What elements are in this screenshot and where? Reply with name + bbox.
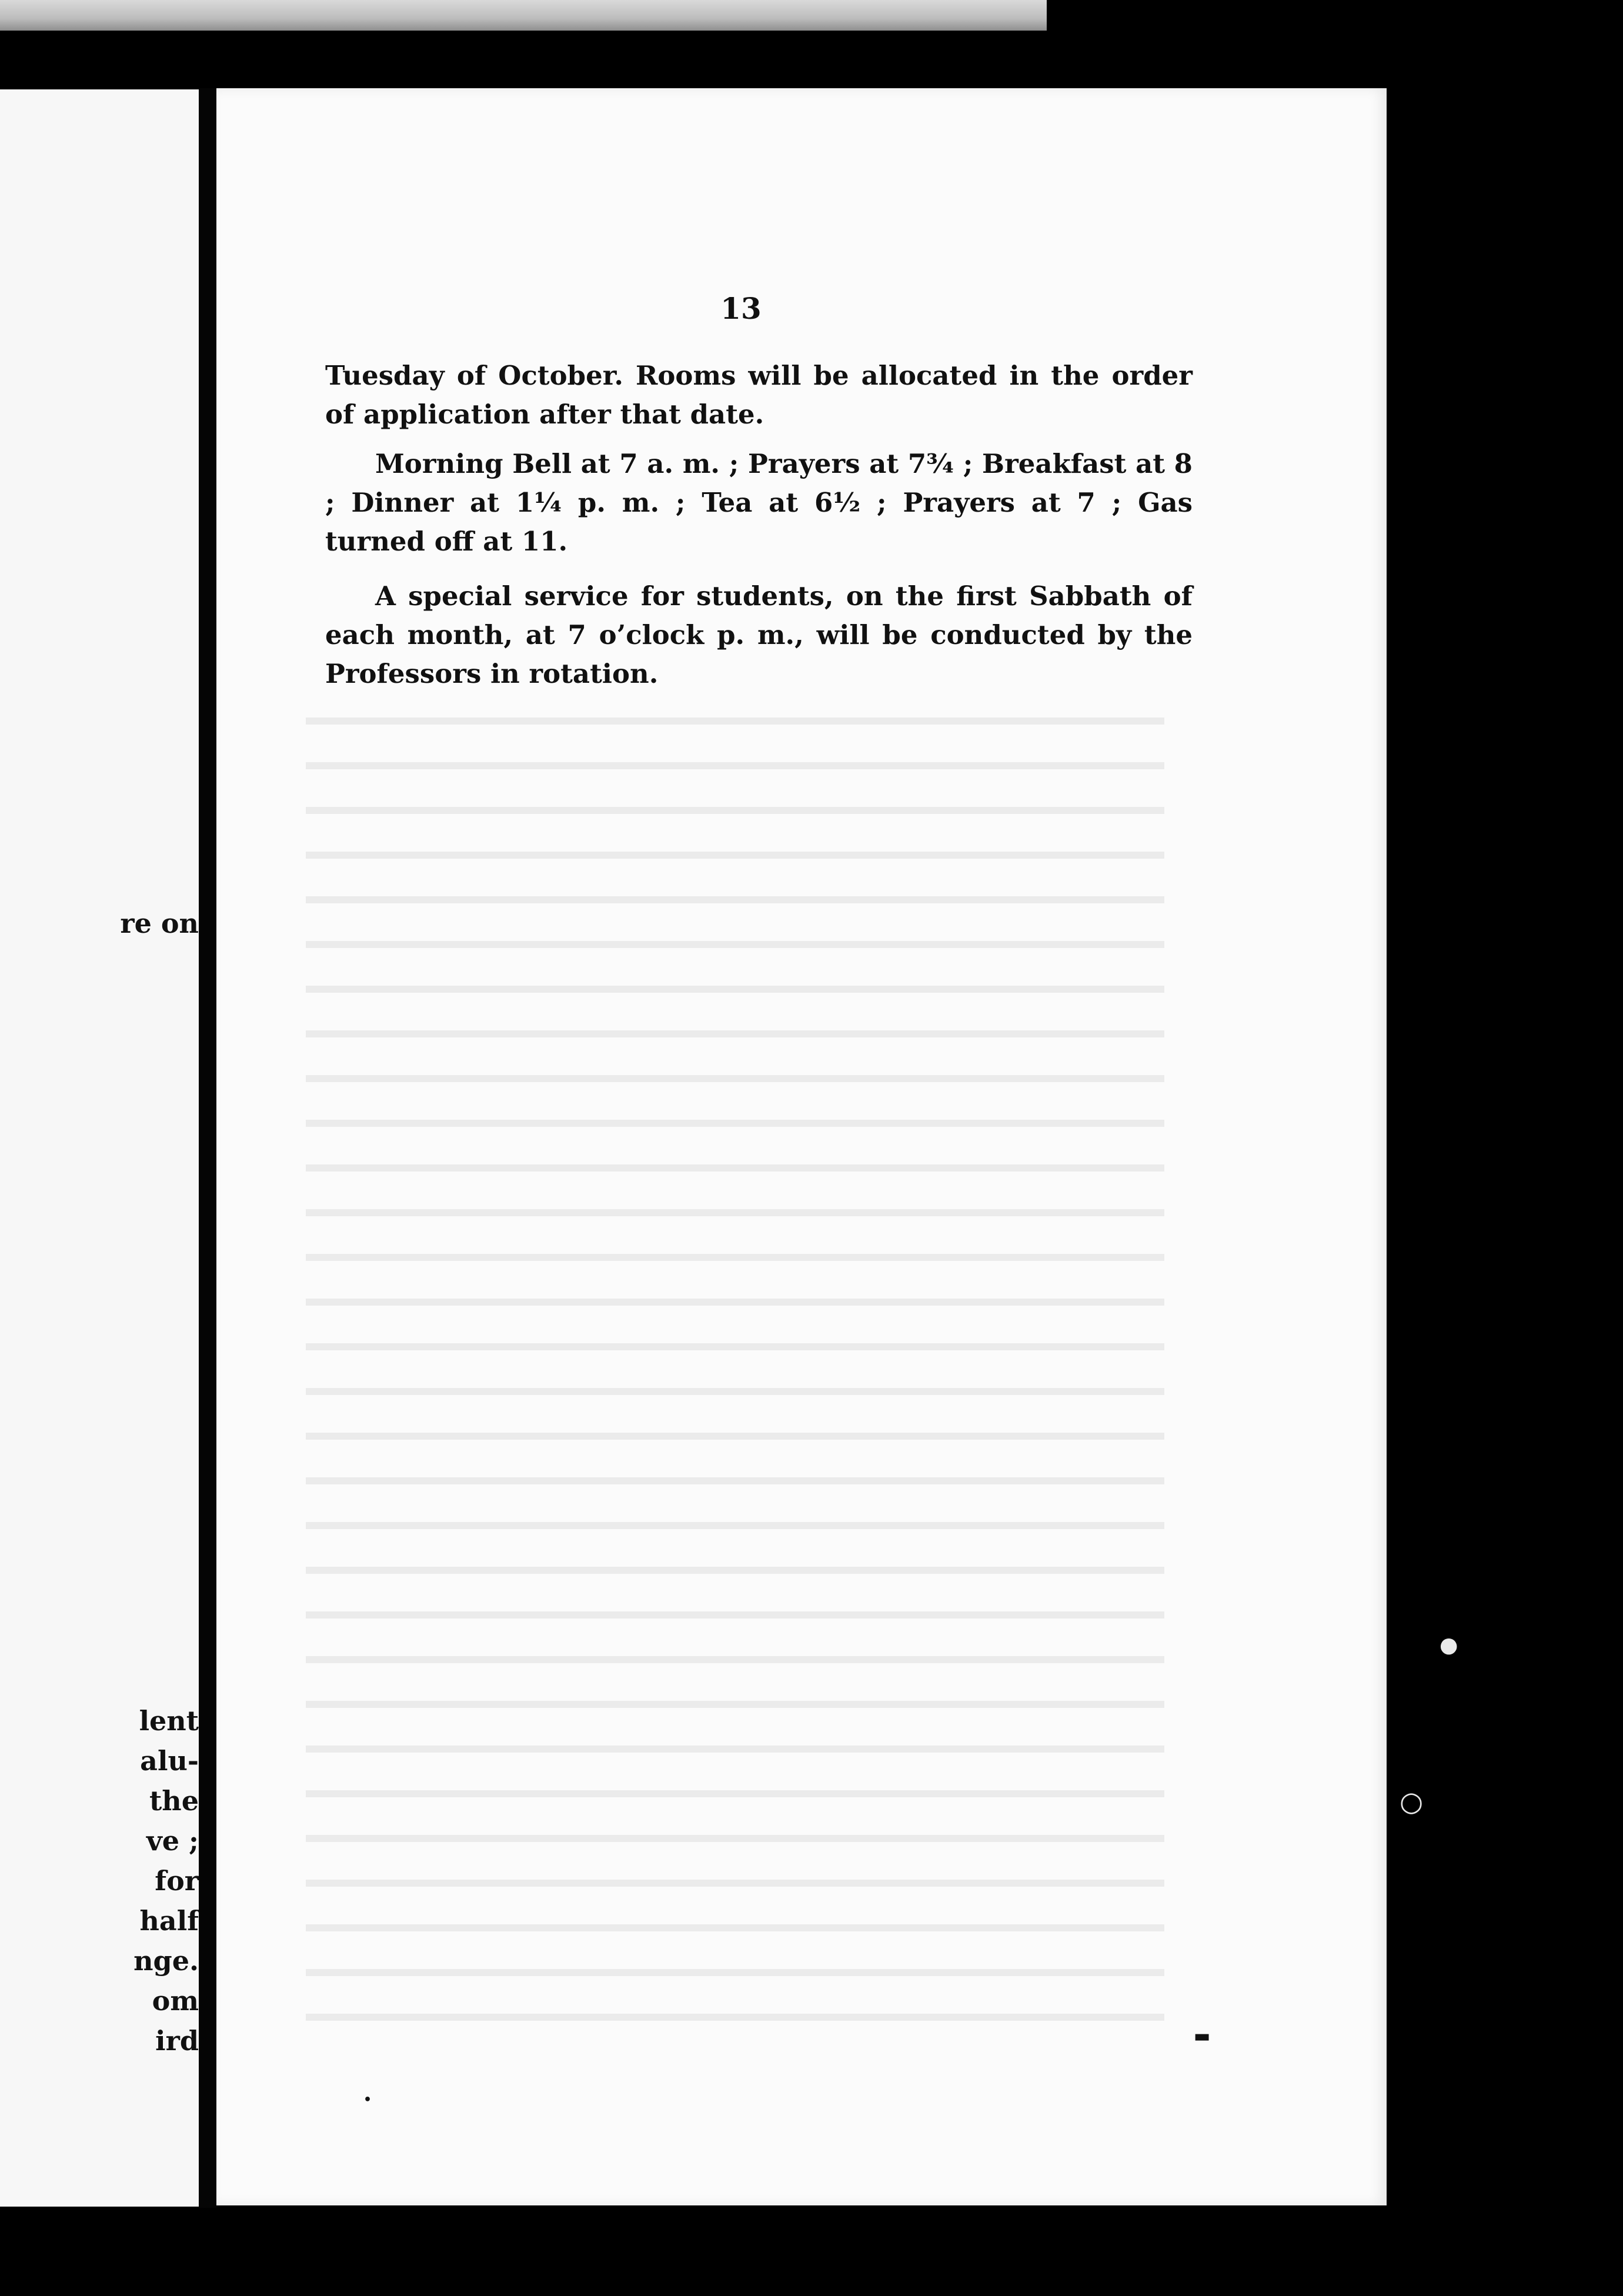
left-page-fragment: ve ; <box>146 1825 199 1857</box>
scan-speck: • <box>363 2093 372 2107</box>
left-page <box>0 89 199 2207</box>
left-page-fragment: re on <box>120 907 199 939</box>
left-page-fragment: nge. <box>133 1945 199 1977</box>
left-page-fragment: for <box>155 1865 199 1897</box>
paragraph-1: Tuesday of October. Rooms will be allocated in the order of application after that date. <box>325 360 1193 430</box>
left-page-fragment: lent <box>139 1705 199 1737</box>
scan-speck: ▬ <box>1194 2026 1211 2047</box>
spine-shadow <box>199 88 216 2208</box>
page-number: 13 <box>720 291 762 326</box>
left-page-fragment: the <box>149 1785 199 1817</box>
left-page-fragment: ird <box>155 2025 199 2057</box>
left-page-fragment: alu- <box>140 1745 199 1777</box>
paragraph-2: Morning Bell at 7 a. m. ; Prayers at 7¾ ; Breakfast at 8 ; Dinner at 1¼ p. m. ; Tea at 6½ ; Prayers at 7 ; Gas turned off at 11. <box>325 448 1193 557</box>
left-page-fragment: half <box>139 1905 199 1937</box>
scan-smudge: ○ <box>1400 1786 1424 1817</box>
scan-top-strip <box>0 0 1047 31</box>
left-page-fragment: om <box>152 1985 199 2017</box>
paragraph-3: A special service for students, on the first Sabbath of each month, at 7 o’clock p. m., will be conducted by the Professors in rotation. <box>325 580 1193 689</box>
bleed-through-texture <box>306 694 1164 2047</box>
scan-smudge: ● <box>1440 1633 1458 1657</box>
